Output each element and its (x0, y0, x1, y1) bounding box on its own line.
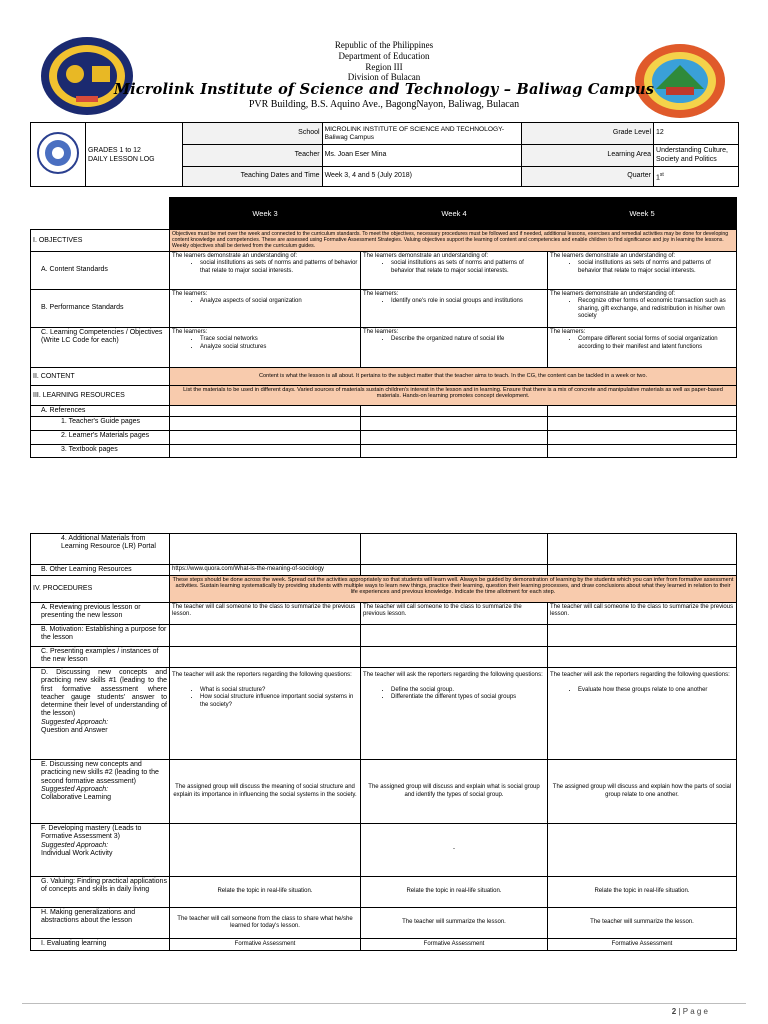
e-week3: The assigned group will discuss the meaning of social structure and explain its importance in influencing the social systems in the society. (170, 760, 361, 824)
quarter-label: Quarter (522, 167, 654, 187)
e-week4: The assigned group will discuss and explain what is social group and identify the types of social group. (361, 760, 548, 824)
content-label: II. CONTENT (31, 368, 170, 386)
teacher-label: Teacher (182, 145, 322, 167)
performance-standards-label: B. Performance Standards (31, 290, 170, 328)
other-resources-label: B. Other Learning Resources (31, 565, 170, 576)
page-label: P a g e (682, 1007, 708, 1016)
additional-materials-label: 4. Additional Materials from Learning Resource (LR) Portal (31, 534, 170, 565)
tb-week4 (361, 445, 548, 458)
developing-mastery-text: F. Developing mastery (Leads to Formative Assessment 3) (41, 825, 142, 841)
motivation-label: B. Motivation: Establishing a purpose for the lesson (31, 625, 170, 647)
page-number: 2 (671, 1007, 677, 1016)
tg-week3 (170, 417, 361, 431)
developing-mastery-approach-value: Individual Work Activity (41, 849, 113, 857)
school-title: Microlink Institute of Science and Technology – Baliwag Campus (113, 81, 655, 98)
grades-label: GRADES 1 to 12 (87, 146, 141, 154)
lc-week5: The learners: • Compare different social forms of social organization according to their manifest and latent functions (548, 328, 737, 368)
division-line: Division of Bulacan (347, 72, 421, 82)
dll-title (85, 123, 182, 187)
learning-resources-label: III. LEARNING RESOURCES (31, 386, 170, 406)
school-value-line1: MICROLINK INSTITUTE OF SCIENCE AND TECHNOLOGY- (324, 125, 505, 133)
g-week3: Relate the topic in real-life situation. (170, 877, 361, 908)
lc-week4: The learners: • Describe the organized nature of social life (361, 328, 548, 368)
week4-header: Week 4 (361, 198, 548, 230)
a-week3: The teacher will call someone to the class to summarize the previous lesson. (170, 603, 361, 625)
presenting-examples-label: C. Presenting examples / instances of the new lesson (31, 647, 170, 668)
i-week3: Formative Assessment (170, 939, 361, 951)
g-week5: Relate the topic in real-life situation. (548, 877, 737, 908)
b-week5 (548, 625, 737, 647)
other-week3: https://www.quora.com/What-is-the-meaning-of-sociology (170, 565, 361, 576)
tg-week5 (548, 417, 737, 431)
other-week4 (361, 565, 548, 576)
learning-resources-note: List the materials to be used in different days. Varied sources of materials sustain children's interest in the lesson and in learning. Ensure that there is a mix of concrete and manipulative materials as well as paper-based materials. Hands-on learning promotes concept development. (170, 386, 737, 406)
info-table (30, 122, 739, 187)
c-week3 (170, 647, 361, 668)
discussing-2-approach-value: Collaborative Learning (41, 794, 112, 802)
dates-value: Week 3, 4 and 5 (July 2018) (322, 167, 522, 187)
b-week4 (361, 625, 548, 647)
procedures-note: These steps should be done across the week. Spread out the activities appropriately so that students will learn well. Always be guided by demonstration of learning by the students which you can infer from formative assessment activities. Sustain learning systematically by providing students with multiple ways to learn new things, practice their learning, question their learning processes, and draw conclusions about what they learned in relation to their life experiences and previous knowledge. Indicate the time allotment for each step. (170, 576, 737, 603)
deped-logo (37, 132, 79, 174)
week5-header: Week 5 (548, 198, 737, 230)
b-week3 (170, 625, 361, 647)
ps-week5: The learners demonstrate an understanding of: • Recognize other forms of economic transaction such as sharing, gift exchange, and redistribution in his/her own society (548, 290, 737, 328)
i-week4: Formative Assessment (361, 939, 548, 951)
objectives-note: Objectives must be met over the week and connected to the curriculum standards. To meet the objectives, necessary procedures must be followed and if needed, additional lessons, exercises and remedial activities may be done for developing content knowledge and competencies. These are assessed using Formative Assessment Strategies. Valuing objectives support the learning of content and competencies and enable children to find significance and joy in learning the lessons. Weekly objectives shall be derived from the curriculum guides. (170, 230, 737, 252)
dates-label: Teaching Dates and Time (182, 167, 322, 187)
discussing-2-approach: Suggested Approach: (41, 785, 109, 793)
grade-level-label: Grade Level (522, 123, 654, 145)
school-label: School (182, 123, 322, 145)
d-week4: The teacher will ask the reporters regarding the following questions: • Define the social group. • Differentiate the different types of social groups (361, 668, 548, 760)
deped-line: Department of Education (338, 51, 430, 61)
learning-area-value: Understanding Culture, Society and Politics (654, 145, 739, 167)
i-week5: Formative Assessment (548, 939, 737, 951)
lm-week4 (361, 431, 548, 445)
lc-week3: The learners: • Trace social networks • Analyze social structures (170, 328, 361, 368)
discussing-1-approach-value: Question and Answer (41, 727, 108, 735)
c-week5 (548, 647, 737, 668)
dll-label: DAILY LESSON LOG (87, 155, 155, 163)
f-week5 (548, 824, 737, 877)
developing-mastery-approach: Suggested Approach: (41, 841, 109, 849)
learning-area-label: Learning Area (522, 145, 654, 167)
region-line: Region III (365, 62, 403, 72)
footer-divider (22, 1003, 746, 1004)
lm-week3 (170, 431, 361, 445)
h-week3: The teacher will call someone from the class to share what he/she learned for today's lesson. (170, 908, 361, 939)
developing-mastery-label (31, 824, 170, 877)
cs-week3: The learners demonstrate an understanding of: • social institutions as sets of norms and patterns of behavior that relate to major social interests. (170, 252, 361, 290)
valuing-label: G. Valuing: Finding practical applications of concepts and skills in daily living (31, 877, 170, 908)
quarter-number: 1 (656, 173, 660, 181)
discussing-1-text: D. Discussing new concepts and practicing new skills #1 (leading to the first formative assessment where teacher gauge students' answer to determine their level of understanding of the lesson) (41, 669, 167, 718)
discussing-1-label (31, 668, 170, 760)
evaluating-label: I. Evaluating learning (31, 939, 170, 951)
content-note: Content is what the lesson is all about. It pertains to the subject matter that the teacher aims to teach. In the CG, the content can be tackled in a week or two. (170, 368, 737, 386)
tb-week5 (548, 445, 737, 458)
refs-week4 (361, 406, 548, 417)
tg-week4 (361, 417, 548, 431)
week3-header: Week 3 (170, 198, 361, 230)
references-label: A. References (31, 406, 170, 417)
lesson-table-2 (30, 533, 737, 951)
addl-week3 (170, 534, 361, 565)
g-week4: Relate the topic in real-life situation. (361, 877, 548, 908)
learners-materials-label: 2. Learner's Materials pages (31, 431, 170, 445)
teachers-guide-label: 1. Teacher's Guide pages (31, 417, 170, 431)
page-footer (672, 1007, 708, 1016)
refs-week3 (170, 406, 361, 417)
f-week4: - (361, 824, 548, 877)
discussing-2-text: E. Discussing new concepts and practicing new skills #2 (leading to the second formative assessment) (41, 761, 159, 785)
grade-level-value: 12 (654, 123, 739, 145)
reviewing-label: A. Reviewing previous lesson or presenting the new lesson (31, 603, 170, 625)
lm-week5 (548, 431, 737, 445)
h-week4: The teacher will summarize the lesson. (361, 908, 548, 939)
quarter-suffix: st (659, 171, 664, 178)
ps-week3: The learners: • Analyze aspects of social organization (170, 290, 361, 328)
h-week5: The teacher will summarize the lesson. (548, 908, 737, 939)
a-week4: The teacher will call someone to the class to summarize the previous lesson. (361, 603, 548, 625)
deped-logo-cell (31, 123, 86, 187)
d-week3: The teacher will ask the reporters regarding the following questions: • What is social structure? • How social structure influence important social systems in the society? (170, 668, 361, 760)
school-value (322, 123, 522, 145)
republic-line: Republic of the Philippines (334, 40, 434, 50)
addl-week5 (548, 534, 737, 565)
school-address: PVR Building, B.S. Aquino Ave., BagongNayon, Baliwag, Bulacan (248, 99, 520, 110)
ps-week4: The learners: • Identify one's role in social groups and institutions (361, 290, 548, 328)
refs-week5 (548, 406, 737, 417)
lesson-table-1 (30, 197, 737, 458)
e-week5: The assigned group will discuss and explain how the parts of social group relate to one another. (548, 760, 737, 824)
c-week4 (361, 647, 548, 668)
procedures-label: IV. PROCEDURES (31, 576, 170, 603)
discussing-1-approach: Suggested Approach: (41, 718, 109, 726)
other-week5 (548, 565, 737, 576)
learning-competencies-label: C. Learning Competencies / Objectives (Write LC Code for each) (31, 328, 170, 368)
blank-corner (31, 198, 170, 230)
teacher-value: Ms. Joan Eser Mina (322, 145, 522, 167)
tb-week3 (170, 445, 361, 458)
addl-week4 (361, 534, 548, 565)
school-value-line2: Baliwag Campus (324, 133, 375, 141)
objectives-label: I. OBJECTIVES (31, 230, 170, 252)
a-week5: The teacher will call someone to the class to summarize the previous lesson. (548, 603, 737, 625)
d-week5: The teacher will ask the reporters regarding the following questions: • Evaluate how these groups relate to one another (548, 668, 737, 760)
generalizations-label: H. Making generalizations and abstractions about the lesson (31, 908, 170, 939)
f-week3 (170, 824, 361, 877)
content-standards-label: A. Content Standards (31, 252, 170, 290)
quarter-value (654, 167, 739, 187)
textbook-label: 3. Textbook pages (31, 445, 170, 458)
cs-week5: The learners demonstrate an understanding of: • social institutions as sets of norms and patterns of behavior that relate to major social interests. (548, 252, 737, 290)
discussing-2-label (31, 760, 170, 824)
page-sep: | (676, 1007, 683, 1016)
cs-week4: The learners demonstrate an understanding of: • social institutions as sets of norms and patterns of behavior that relate to major social interests. (361, 252, 548, 290)
